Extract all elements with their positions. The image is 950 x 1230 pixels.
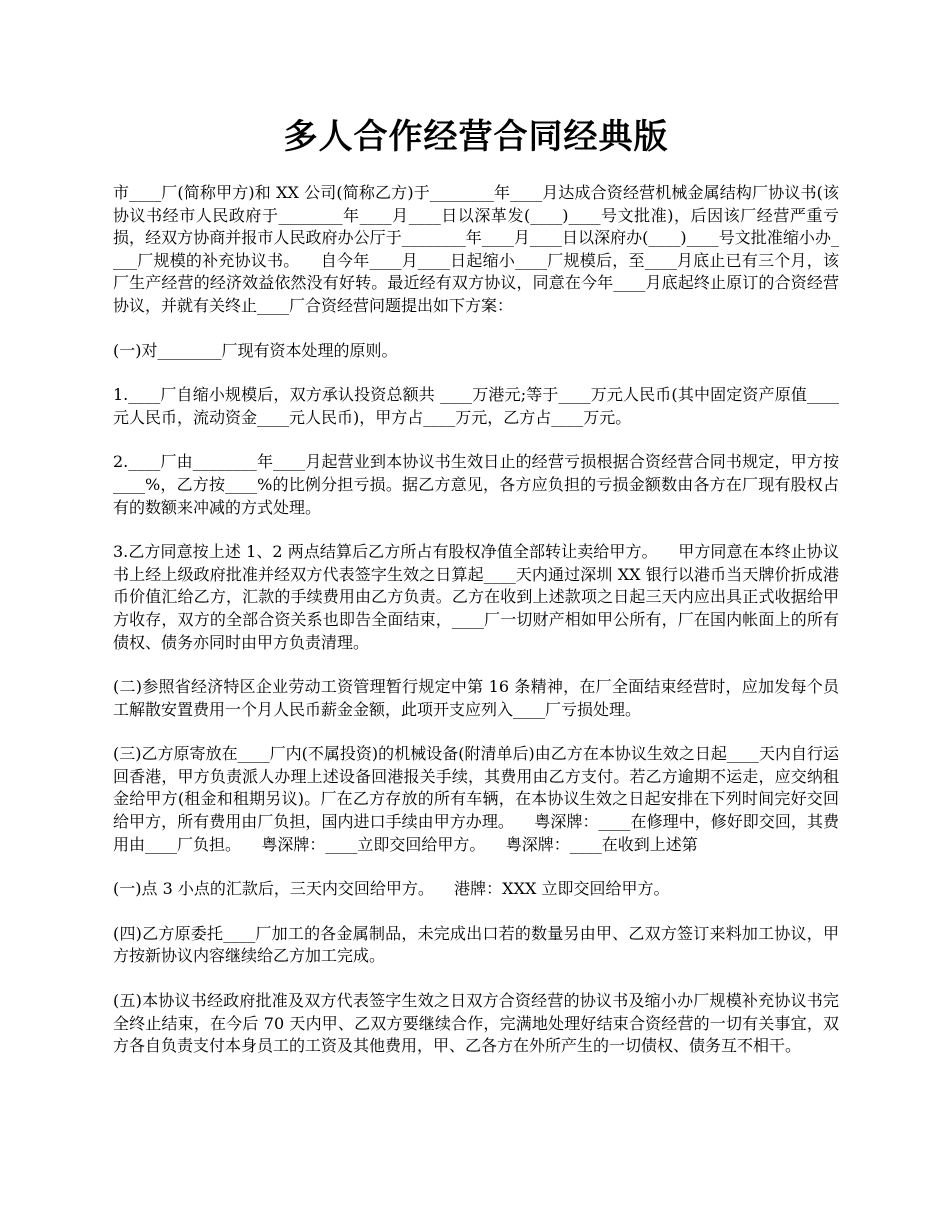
- paragraph-section-3: (三)乙方原寄放在____厂内(不属投资)的机械设备(附清单后)由乙方在本协议生效之日起____天内自行运回香港，甲方负责派人办理上述设备回港报关手续，其费用由乙方支付。若乙方逾期不运走，应交纳租金给甲方(租金和租期另议)。厂在乙方存放的所有车辆，在本协议生效之日起安排在下列时间完好交回给甲方，所有费用由厂负担，国内进口手续由甲方办理。 粤深牌：____在修理中，修好即交回，其费用由____厂负担。 粤深牌：____立即交回给甲方。 粤深牌：____在收到上述第: [113, 744, 839, 854]
- paragraph-intro: 市____厂(简称甲方)和 XX 公司(简称乙方)于________年____月达成合资经营机械金属结构厂协议书(该协议书经市人民政府于________年____月____日以深革发(____)____号文批准)，后因该厂经营严重亏损，经双方协商并报市人民政府办公厅于________年____月____日以深府办(____)____号文批准缩小办____厂规模的补充协议书。 自今年____月____日起缩小____厂规模后，至____月底止已有三个月，该厂生产经营的经济效益依然没有好转。最近经有双方协议，同意在今年____月底起终止原订的合资经营协议，并就有关终止____厂合资经营问题提出如下方案：: [113, 183, 839, 315]
- paragraph-section-5: (五)本协议书经政府批准及双方代表签字生效之日双方合资经营的协议书及缩小办厂规模补充协议书完全终止结束，在今后 70 天内甲、乙双方要继续合作，完满地处理好结束合资经营的一切有关事宜，双方各自负责支付本身员工的工资及其他费用，甲、乙各方在外所产生的一切债权、债务互不相干。: [113, 991, 839, 1056]
- paragraph-section-1-heading: (一)对________厂现有资本处理的原则。: [113, 340, 398, 360]
- paragraph-item-3: 3.乙方同意按上述 1、2 两点结算后乙方所占有股权净值全部转让卖给甲方。 甲方同意在本终止协议书上经上级政府批准并经双方代表签字生效之日算起____天内通过深圳 XX 银行以港币当天牌价折成港币价值汇给乙方，汇款的手续费用由乙方负责。乙方在收到上述款项之日起三天内应出具正式收据给甲方收存，双方的全部合资关系也即告全面结束，____厂一切财产相如甲公所有，厂在国内帐面上的所有债权、债务亦同时由甲方负责清理。: [113, 542, 839, 652]
- document-title: 多人合作经营合同经典版: [283, 117, 669, 157]
- paragraph-item-1: 1.____厂自缩小规模后，双方承认投资总额共 ____万港元;等于____万元人民币(其中固定资产原值____元人民币，流动资金____元人民币)，甲方占____万元，乙方占____万元。: [113, 385, 839, 427]
- paragraph-item-2: 2.____厂由________年____月起营业到本协议书生效日止的经营亏损根据合资经营合同书规定，甲方按____%，乙方按____%的比例分担亏损。据乙方意见，各方应负担的亏损金额数由各方在厂现有股权占有的数额来冲减的方式处理。: [113, 452, 839, 517]
- paragraph-section-3-continued: (一)点 3 小点的汇款后，三天内交回给甲方。 港牌：XXX 立即交回给甲方。: [113, 879, 670, 899]
- paragraph-section-2: (二)参照省经济特区企业劳动工资管理暂行规定中第 16 条精神，在厂全面结束经营时，应加发每个员工解散安置费用一个月人民币薪金金额，此项开支应列入____厂亏损处理。: [113, 677, 839, 719]
- document-page: [113, 0, 839, 1080]
- paragraph-section-4: (四)乙方原委托____厂加工的各金属制品，未完成出口若的数量另由甲、乙双方签订来料加工协议，甲方按新协议内容继续给乙方加工完成。: [113, 923, 839, 966]
- document-body: [113, 182, 839, 1058]
